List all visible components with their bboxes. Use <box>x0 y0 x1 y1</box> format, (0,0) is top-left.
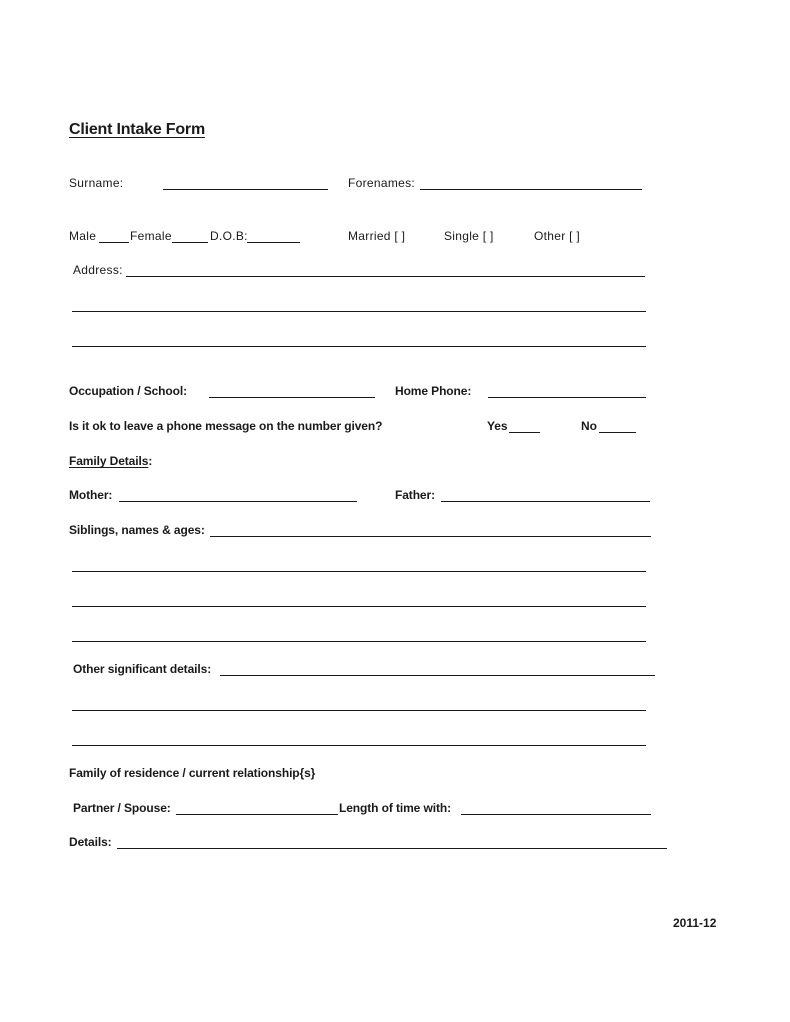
form-title: Client Intake Form <box>69 121 205 138</box>
father-underline <box>441 501 650 502</box>
address-underline-3 <box>72 346 646 347</box>
address-underline-1 <box>126 276 645 277</box>
dob-input[interactable] <box>247 228 300 242</box>
dob-underline <box>247 242 300 243</box>
other-details-input-line-3[interactable] <box>72 731 646 745</box>
mother-underline <box>119 501 357 502</box>
other-details-input-line-2[interactable] <box>72 696 646 710</box>
family-details-heading <box>69 454 152 468</box>
siblings-label: Siblings, names & ages: <box>69 523 205 537</box>
partner-input[interactable] <box>176 800 338 814</box>
home-phone-input[interactable] <box>488 383 646 397</box>
address-underline-2 <box>72 311 646 312</box>
surname-label: Surname: <box>69 176 124 190</box>
siblings-underline-1 <box>210 536 651 537</box>
address-input-line-1[interactable] <box>126 262 645 276</box>
other-details-underline-1 <box>220 675 655 676</box>
phone-message-yes-label: Yes <box>487 419 508 433</box>
occupation-label: Occupation / School: <box>69 384 188 398</box>
length-with-label: Length of time with: <box>339 801 451 815</box>
female-underline <box>172 242 208 243</box>
mother-input[interactable] <box>119 487 357 501</box>
family-details-heading-text: Family Details <box>69 454 149 468</box>
phone-message-yes-underline <box>509 432 540 433</box>
female-label: Female <box>130 229 172 243</box>
home-phone-underline <box>488 397 646 398</box>
family-details-heading-colon: : <box>148 454 153 468</box>
forenames-input[interactable] <box>420 175 642 189</box>
forenames-label: Forenames: <box>348 176 416 190</box>
phone-message-question: Is it ok to leave a phone message on the number given? <box>69 419 383 433</box>
mother-label: Mother: <box>69 488 113 502</box>
residence-heading: Family of residence / current relationship{s} <box>69 766 316 780</box>
details-underline <box>117 848 667 849</box>
length-with-underline <box>461 814 651 815</box>
partner-underline <box>176 814 338 815</box>
details-input[interactable] <box>117 834 667 848</box>
other-details-underline-3 <box>72 745 646 746</box>
single-checkbox[interactable]: Single [ ] <box>444 229 494 243</box>
siblings-underline-3 <box>72 606 646 607</box>
details-label: Details: <box>69 835 112 849</box>
surname-underline <box>163 189 328 190</box>
partner-label: Partner / Spouse: <box>73 801 171 815</box>
phone-message-no-underline <box>599 432 636 433</box>
occupation-underline <box>209 397 375 398</box>
male-underline <box>99 242 129 243</box>
phone-message-yes-input[interactable] <box>509 418 540 432</box>
male-input[interactable] <box>99 228 129 242</box>
siblings-input-line-3[interactable] <box>72 592 646 606</box>
phone-message-no-input[interactable] <box>599 418 636 432</box>
other-status-checkbox[interactable]: Other [ ] <box>534 229 581 243</box>
father-label: Father: <box>395 488 435 502</box>
siblings-input-line-1[interactable] <box>210 522 651 536</box>
surname-input[interactable] <box>163 175 328 189</box>
siblings-input-line-4[interactable] <box>72 627 646 641</box>
footer-code: 2011-12 <box>673 916 717 930</box>
dob-label: D.O.B: <box>210 229 248 243</box>
female-input[interactable] <box>172 228 208 242</box>
address-input-line-2[interactable] <box>72 297 646 311</box>
occupation-input[interactable] <box>209 383 375 397</box>
siblings-underline-2 <box>72 571 646 572</box>
forenames-underline <box>420 189 642 190</box>
address-input-line-3[interactable] <box>72 332 646 346</box>
siblings-input-line-2[interactable] <box>72 557 646 571</box>
father-input[interactable] <box>441 487 650 501</box>
siblings-underline-4 <box>72 641 646 642</box>
other-details-label: Other significant details: <box>73 662 212 676</box>
other-details-underline-2 <box>72 710 646 711</box>
address-label: Address: <box>73 263 123 277</box>
married-checkbox[interactable]: Married [ ] <box>348 229 406 243</box>
phone-message-no-label: No <box>581 419 597 433</box>
length-with-input[interactable] <box>461 800 651 814</box>
home-phone-label: Home Phone: <box>395 384 472 398</box>
male-label: Male <box>69 229 97 243</box>
other-details-input-line-1[interactable] <box>220 661 655 675</box>
